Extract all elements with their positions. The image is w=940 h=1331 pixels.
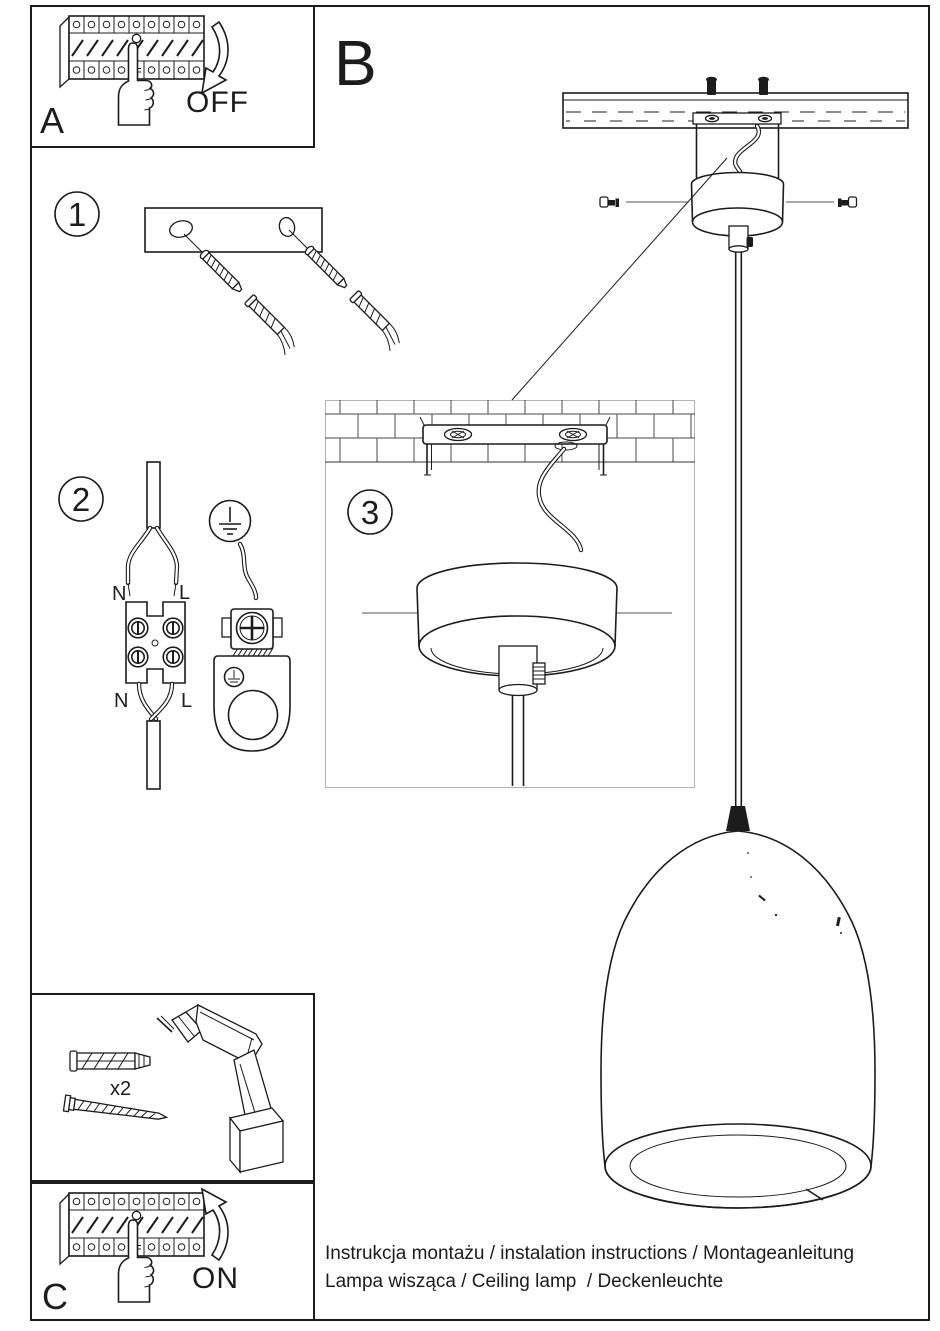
inset-wire xyxy=(539,449,581,550)
footer-title-line2: Lampa wisząca / Ceiling lamp / Deckenleuchte xyxy=(325,1271,724,1292)
panel-c-label: C xyxy=(42,1276,68,1317)
step-1-number: 1 xyxy=(67,196,87,233)
step-3-illustration xyxy=(325,400,695,786)
wire-label-n-top: N xyxy=(112,583,127,605)
detail-leader-line xyxy=(512,158,727,400)
tools-illustration xyxy=(63,1005,283,1172)
lamp-wires xyxy=(139,684,172,719)
panel-c-breaker-illustration xyxy=(60,1193,204,1302)
section-b-label: B xyxy=(334,27,377,99)
panel-a-label: A xyxy=(40,100,65,141)
step-1-illustration xyxy=(55,192,405,356)
on-arrow-icon xyxy=(202,1189,228,1260)
step-3-number: 3 xyxy=(360,494,380,531)
drill xyxy=(157,1005,283,1172)
canopy xyxy=(692,173,784,253)
wire-label-l-top: L xyxy=(179,582,191,604)
step-2-number: 2 xyxy=(71,481,91,518)
wire-label-l-bottom: L xyxy=(181,690,193,712)
tools-quantity-label: x2 xyxy=(110,1078,132,1100)
step-2-illustration xyxy=(59,462,290,789)
inset-bracket xyxy=(420,417,610,475)
panel-a-breaker-illustration xyxy=(60,16,204,125)
ground-clamp xyxy=(214,609,290,751)
supply-wires xyxy=(128,528,177,596)
pendant-cord xyxy=(736,252,742,808)
lamp-shade xyxy=(601,806,875,1208)
terminal-block xyxy=(126,602,185,683)
ground-wire xyxy=(240,544,256,598)
panel-a-action-label: OFF xyxy=(186,86,249,119)
panel-c-action-label: ON xyxy=(192,1262,239,1295)
canopy-wire xyxy=(735,126,759,178)
wall-plug xyxy=(70,1051,150,1071)
off-arrow-icon xyxy=(202,22,228,93)
earth-ground-icon xyxy=(210,501,251,542)
cord-set-screw xyxy=(533,663,545,684)
inset-canopy xyxy=(362,563,672,786)
footer-title-line1: Instrukcja montażu / instalation instructions / Montageanleitung xyxy=(325,1243,855,1264)
wire-label-n-bottom: N xyxy=(114,690,129,712)
